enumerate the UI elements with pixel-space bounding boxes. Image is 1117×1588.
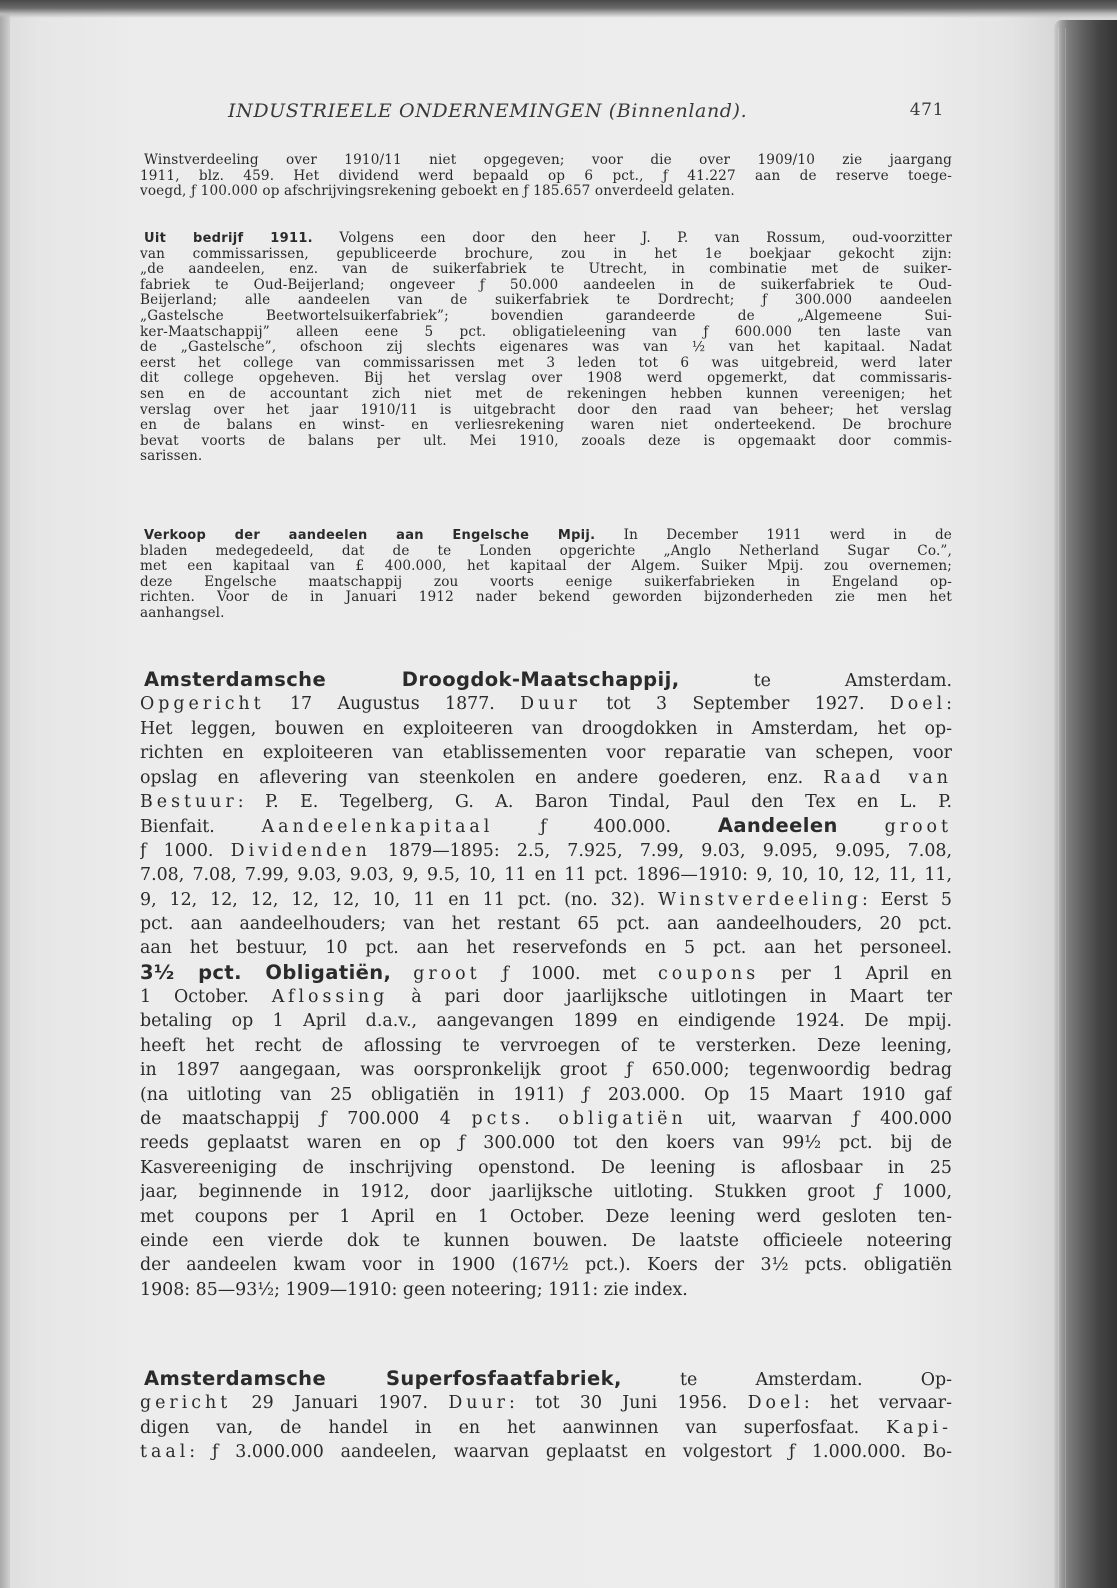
text-line: einde een vierde dok te kunnen bouwen. De laatste officieele noteering <box>140 1230 952 1251</box>
text-line <box>140 814 952 838</box>
text-span: Volgens een door den heer J. P. van Rossum, oud-voorzitter <box>339 231 952 246</box>
text-line: bevat voorts de balans per ult. Mei 1910, zooals deze is opgemaakt door commis- <box>140 433 952 449</box>
text-line: voegd, ƒ 100.000 op afschrijvingsrekening geboekt en ƒ 185.657 onverdeeld gelaten. <box>140 184 735 200</box>
label-bestuur: Bestuur <box>140 791 238 812</box>
text-line: Winstverdeeling over 1910/11 niet opgegeven; voor die over 1909/10 zie jaargang <box>144 153 952 168</box>
text-line: verslag over het jaar 1910/11 is uitgebracht door den raad van beheer; het verslag <box>140 402 952 418</box>
label-kapitaal: Kapi- <box>886 1417 952 1438</box>
text-line: in 1897 aangegaan, was oorspronkelijk groot ƒ 650.000; tegenwoordig bedrag <box>140 1060 952 1081</box>
running-header <box>228 100 944 130</box>
text-span: per 1 April en <box>759 963 952 984</box>
label-obligatien: 3½ pct. Obligatiën, <box>140 960 392 984</box>
text-line: en de balans en winst- en verliesrekening waren niet onderteekend. De brochure <box>140 418 952 434</box>
running-title: INDUSTRIEELE ONDERNEMINGEN (Binnenland). <box>228 100 748 122</box>
text-span: 29 Januari 1907. <box>231 1393 449 1414</box>
text-span: 9, 12, 12, 12, 12, 12, 10, 11 en 11 pct. (no. 32). <box>140 889 659 910</box>
text-span: te Amsterdam. Op- <box>679 1370 952 1390</box>
text-line: dit college opgeheven. Bij het verslag over 1908 werd opgemerkt, dat commissaris- <box>140 371 952 387</box>
text-span: de maatschappij ƒ 700.000 4 <box>140 1109 472 1130</box>
text-line <box>140 1416 952 1440</box>
text-line: reeds geplaatst waren en op ƒ 300.000 tot den koers van 99½ pct. bij de <box>140 1133 952 1154</box>
text-line: aan het bestuur, 10 pct. aan het reservefonds en 5 pct. aan het personeel. <box>140 938 952 959</box>
text-line: (na uitloting van 25 obligatiën in 1911) ƒ 203.000. Op 15 Maart 1910 gaf <box>140 1084 952 1105</box>
text-line: „de aandeelen, enz. van de suikerfabriek te Utrecht, in combinatie met de suiker- <box>140 262 952 278</box>
text-line: jaar, beginnende in 1912, door jaarlijksche uitloting. Stukken groot ƒ 1000, <box>140 1182 952 1203</box>
label-aflossing: Aflossing <box>271 987 389 1008</box>
text-line: betaling op 1 April d.a.v., aangevangen 1899 en eindigende 1924. De mpij. <box>140 1011 952 1032</box>
text-line: deze Engelsche maatschappij zou voorts eenige suikerfabrieken in Engeland op- <box>140 574 952 590</box>
text-line: sen en de accountant zich niet met de rekeningen hebben kunnen vereenigen; het <box>140 386 952 402</box>
text-span: : Eerst 5 <box>861 889 952 910</box>
text-span: ƒ 400.000. <box>493 817 718 838</box>
label-kapitaal: taal <box>140 1442 190 1463</box>
text-line <box>140 231 952 247</box>
text-line: aanhangsel. <box>140 605 225 621</box>
text-span: opslag en aflevering van steenkolen en andere goederen, enz. <box>140 767 824 788</box>
spine-edge-lines <box>1058 28 1066 1588</box>
text-line <box>140 766 952 790</box>
text-line: ker-Maatschappij” alleen eene 5 pct. obligatieleening van ƒ 600.000 ten laste van <box>140 324 952 340</box>
label-pcts-obligatien: pcts. obligatiën <box>471 1109 687 1130</box>
text-line: van commissarissen, gepubliceerde brochure, zou in het 1e boekjaar gekocht zijn: <box>140 246 952 262</box>
text-span: : P. E. Tegelberg, G. A. Baron Tindal, Paul den Tex en L. P. <box>237 791 952 812</box>
section-heading-uit-bedrijf: Uit bedrijf 1911. <box>144 231 313 246</box>
text-span: 1 October. <box>140 987 272 1008</box>
company-name-droogdok: Amsterdamsche Droogdok-Maatschappij, <box>144 668 680 691</box>
label-duur: Duur <box>520 694 581 715</box>
text-line: eerst het college van commissarissen met 3 leden tot 6 was uitgebreid, werd later <box>140 355 952 371</box>
text-span: : tot 30 Juni 1956. <box>508 1393 748 1414</box>
text-line: met coupons per 1 April en 1 October. Deze leening werd gesloten ten- <box>140 1206 952 1227</box>
text-line: bladen medegedeeld, dat de te Londen opgerichte „Anglo Netherland Sugar Co.”, <box>140 543 952 559</box>
text-line: heeft het recht de aflossing te vervroegen of te versterken. Deze leening, <box>140 1035 952 1056</box>
text-span <box>391 964 413 984</box>
text-line: Kasvereeniging de inschrijving openstond. De leening is aflosbaar in 25 <box>140 1157 952 1178</box>
text-line <box>140 790 952 814</box>
entry-title-line <box>140 668 952 692</box>
page-number: 471 <box>909 100 944 120</box>
text-line: Het leggen, bouwen en exploiteeren van droogdokken in Amsterdam, het op- <box>140 718 952 739</box>
text-span: : <box>946 694 952 715</box>
text-line: 7.08, 7.08, 7.99, 9.03, 9.03, 9, 9.5, 10, 11 en 11 pct. 1896—1910: 9, 10, 10, 12, 11, 11, <box>140 865 952 886</box>
text-span: 17 Augustus 1877. <box>264 694 521 715</box>
label-groot: groot <box>413 963 481 984</box>
label-duur: Duur <box>448 1393 509 1414</box>
text-line <box>140 528 952 544</box>
text-line: sarissen. <box>140 449 203 465</box>
label-aandeelen: Aandeelen <box>717 814 838 838</box>
text-line: fabriek te Oud-Beijerland; ongeveer ƒ 50.000 aandeelen in de suikerfabriek te Oud- <box>140 277 952 293</box>
text-span: Bienfait. <box>140 817 262 838</box>
text-line: „Gastelsche Beetwortelsuikerfabriek”; bovendien garandeerde de „Algemeene Sui- <box>140 308 952 324</box>
text-span: tot 3 September 1927. <box>580 694 890 715</box>
text-line <box>140 1440 952 1464</box>
text-line <box>140 985 952 1009</box>
label-opgericht: gericht <box>140 1393 232 1414</box>
entry-title-line <box>140 1367 952 1391</box>
text-span: : ƒ 3.000.000 aandeelen, waarvan geplaatst en volgestort ƒ 1.000.000. Bo- <box>189 1442 952 1463</box>
label-aandeelenkapitaal: Aandeelenkapitaal <box>261 817 494 838</box>
text-line <box>140 839 952 863</box>
entry-droogdok <box>140 668 952 1302</box>
text-line <box>140 1107 952 1131</box>
text-line: der aandeelen kwam voor in 1900 (167½ pct.). Koers der 3½ pcts. obligatiën <box>140 1255 952 1276</box>
label-raad-van: Raad van <box>823 767 952 788</box>
text-span: uit, waarvan ƒ 400.000 <box>686 1109 952 1130</box>
text-span: : het vervaar- <box>803 1393 952 1414</box>
company-location: te Amsterdam. <box>753 671 952 691</box>
page-left-edge <box>0 0 10 1588</box>
text-span: digen van, de handel in en het aanwinnen van superfosfaat. <box>140 1417 887 1438</box>
label-winstverdeeling: Winstverdeeling <box>658 889 862 910</box>
text-line <box>140 1391 952 1415</box>
top-shadow <box>0 0 1117 18</box>
text-span: 1879—1895: 2.5, 7.925, 7.99, 9.03, 9.095, 9.095, 7.08, <box>370 840 952 861</box>
label-doel: Doel <box>889 694 947 715</box>
entry-superfosfaat <box>140 1367 952 1465</box>
text-line <box>140 961 952 985</box>
label-opgericht: Opgericht <box>140 694 265 715</box>
text-span <box>838 817 885 837</box>
text-line <box>140 692 952 716</box>
text-line: richten en exploiteeren van etablissementen voor reparatie van schepen, voor <box>140 743 952 764</box>
label-dividenden: Dividenden <box>230 840 371 861</box>
text-line: de „Gastelsche”, ofschoon zij slechts eigenares was van ½ van het kapitaal. Nadat <box>140 340 952 356</box>
text-line: 1908: 85—93½; 1909—1910: geen noteering; 1911: zie index. <box>140 1279 688 1300</box>
paragraph-winstverdeeling <box>140 153 952 200</box>
company-name-superfosfaat: Amsterdamsche Superfosfaatfabriek, <box>144 1367 622 1390</box>
label-coupons: coupons <box>658 963 760 984</box>
paragraph-verkoop <box>140 528 952 622</box>
text-line: pct. aan aandeelhouders; van het restant 65 pct. aan aandeelhouders, 20 pct. <box>140 913 952 934</box>
text-line: richten. Voor de in Januari 1912 nader bekend geworden bijzonderheden zie men het <box>140 590 952 606</box>
text-line <box>140 888 952 912</box>
text-line: 1911, blz. 459. Het dividend werd bepaald op 6 pct., ƒ 41.227 aan de reserve toege- <box>140 168 952 184</box>
text-line: Beijerland; alle aandeelen van de suikerfabriek te Dordrecht; ƒ 300.000 aandeelen <box>140 293 952 309</box>
text-span: In December 1911 werd in de <box>623 528 952 543</box>
text-line: met een kapitaal van £ 400.000, het kapitaal der Algem. Suiker Mpij. zou overnemen; <box>140 559 952 575</box>
section-heading-verkoop: Verkoop der aandeelen aan Engelsche Mpij. <box>144 528 596 543</box>
text-span: à pari door jaarlijksche uitlotingen in Maart ter <box>388 987 952 1008</box>
text-span: ƒ 1000. met <box>480 963 659 984</box>
paragraph-uit-bedrijf <box>140 231 952 465</box>
label-groot: groot <box>884 817 952 838</box>
label-doel: Doel <box>747 1393 804 1414</box>
text-span: ƒ 1000. <box>140 840 231 861</box>
